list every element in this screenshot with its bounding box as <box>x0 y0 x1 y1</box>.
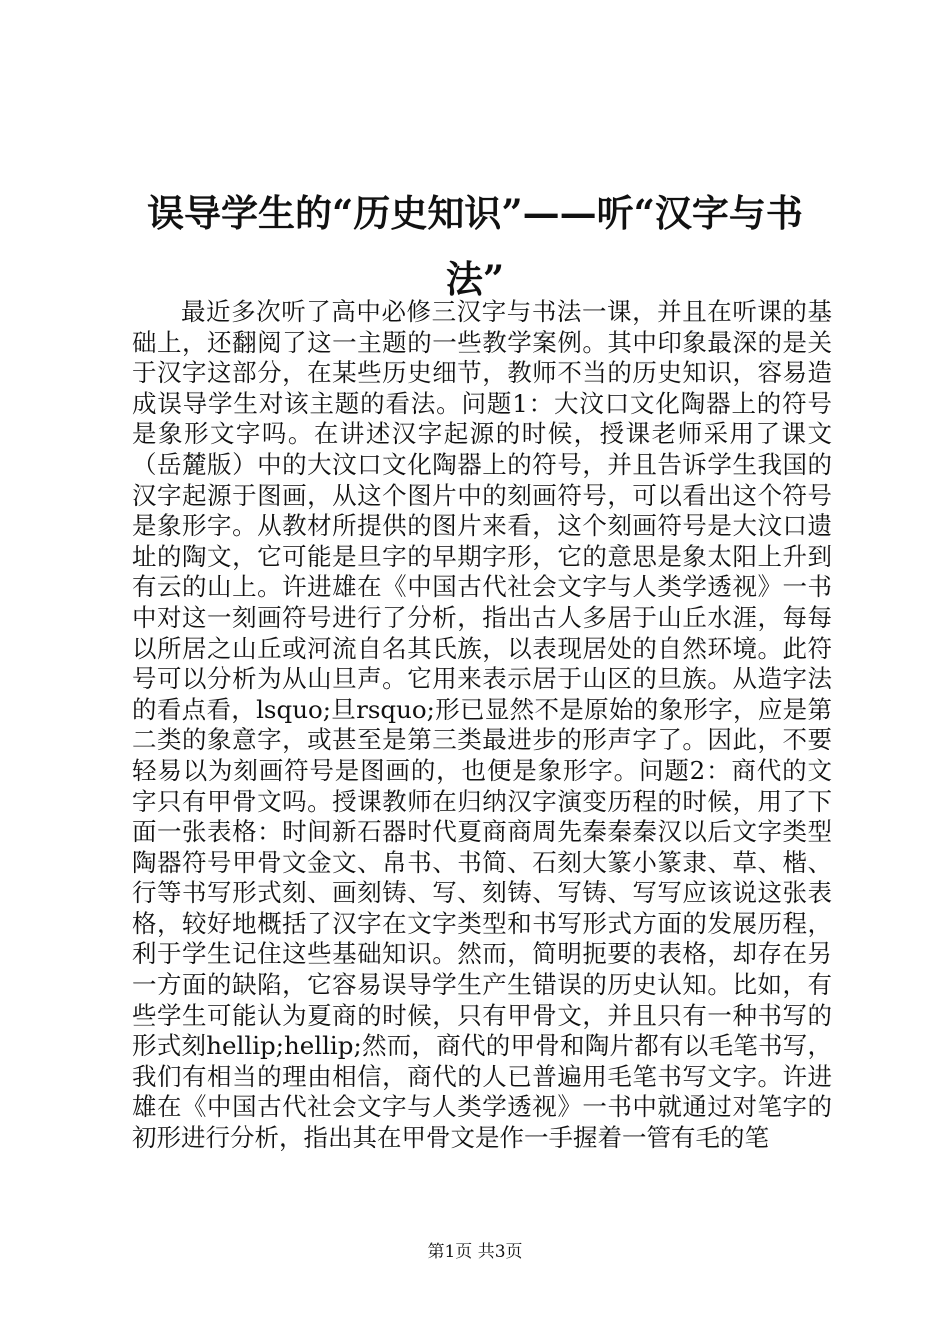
document-title: 误导学生的“历史知识”——听“汉字与书法” <box>147 191 803 301</box>
document-body: 最近多次听了高中必修三汉字与书法一课，并且在听课的基础上，还翻阅了这一主题的一些教学案例。其中印象最深的是关于汉字这部分，在某些历史细节，教师不当的历史知识，容易造成误导学生对该主题的看法。问题1：大汶口文化陶器上的符号是象形文字吗。在讲述汉字起源的时候，授课老师采用了课文（岳麓版）中的大汶口文化陶器上的符号，并且告诉学生我国的汉字起源于图画，从这个图片中的刻画符号，可以看出这个符号是象形字。从教材所提供的图片来看，这个刻画符号是大汶口遗址的陶文，它可能是旦字的早期字形，它的意思是象太阳上升到有云的山上。许进雄在《中国古代社会文字与人类学透视》一书中对这一刻画符号进行了分析，指出古人多居于山丘水涯，每每以所居之山丘或河流自名其氏族，以表现居处的自然环境。此符号可以分析为从山旦声。它用来表示居于山区的旦族。从造字法的看点看，lsquo;旦rsquo;形已显然不是原始的象形字，应是第二类的象意字，或甚至是第三类最进步的形声字了。因此，不要轻易以为刻画符号是图画的，也便是象形字。问题2：商代的文字只有甲骨文吗。授课教师在归纳汉字演变历程的时候，用了下面一张表格：时间新石器时代夏商商周先秦秦秦汉以后文字类型陶器符号甲骨文金文、帛书、书简、石刻大篆小篆隶、草、楷、行等书写形式刻、画刻铸、写、刻铸、写铸、写写应该说这张表格，较好地概括了汉字在文字类型和书写形式方面的发展历程，利于学生记住这些基础知识。然而，简明扼要的表格，却存在另一方面的缺陷，它容易误导学生产生错误的历史认知。比如，有些学生可能认为夏商的时候，只有甲骨文，并且只有一种书写的形式刻hellip;hellip;然而，商代的甲骨和陶片都有以毛笔书写，我们有相当的理由相信，商代的人已普遍用毛笔书写文字。许进雄在《中国古代社会文字与人类学透视》一书中就通过对笔字的初形进行分析，指出其在甲骨文是作一手握着一管有毛的笔 <box>132 297 832 1153</box>
page-footer: 第1页 共3页 <box>427 1242 523 1262</box>
